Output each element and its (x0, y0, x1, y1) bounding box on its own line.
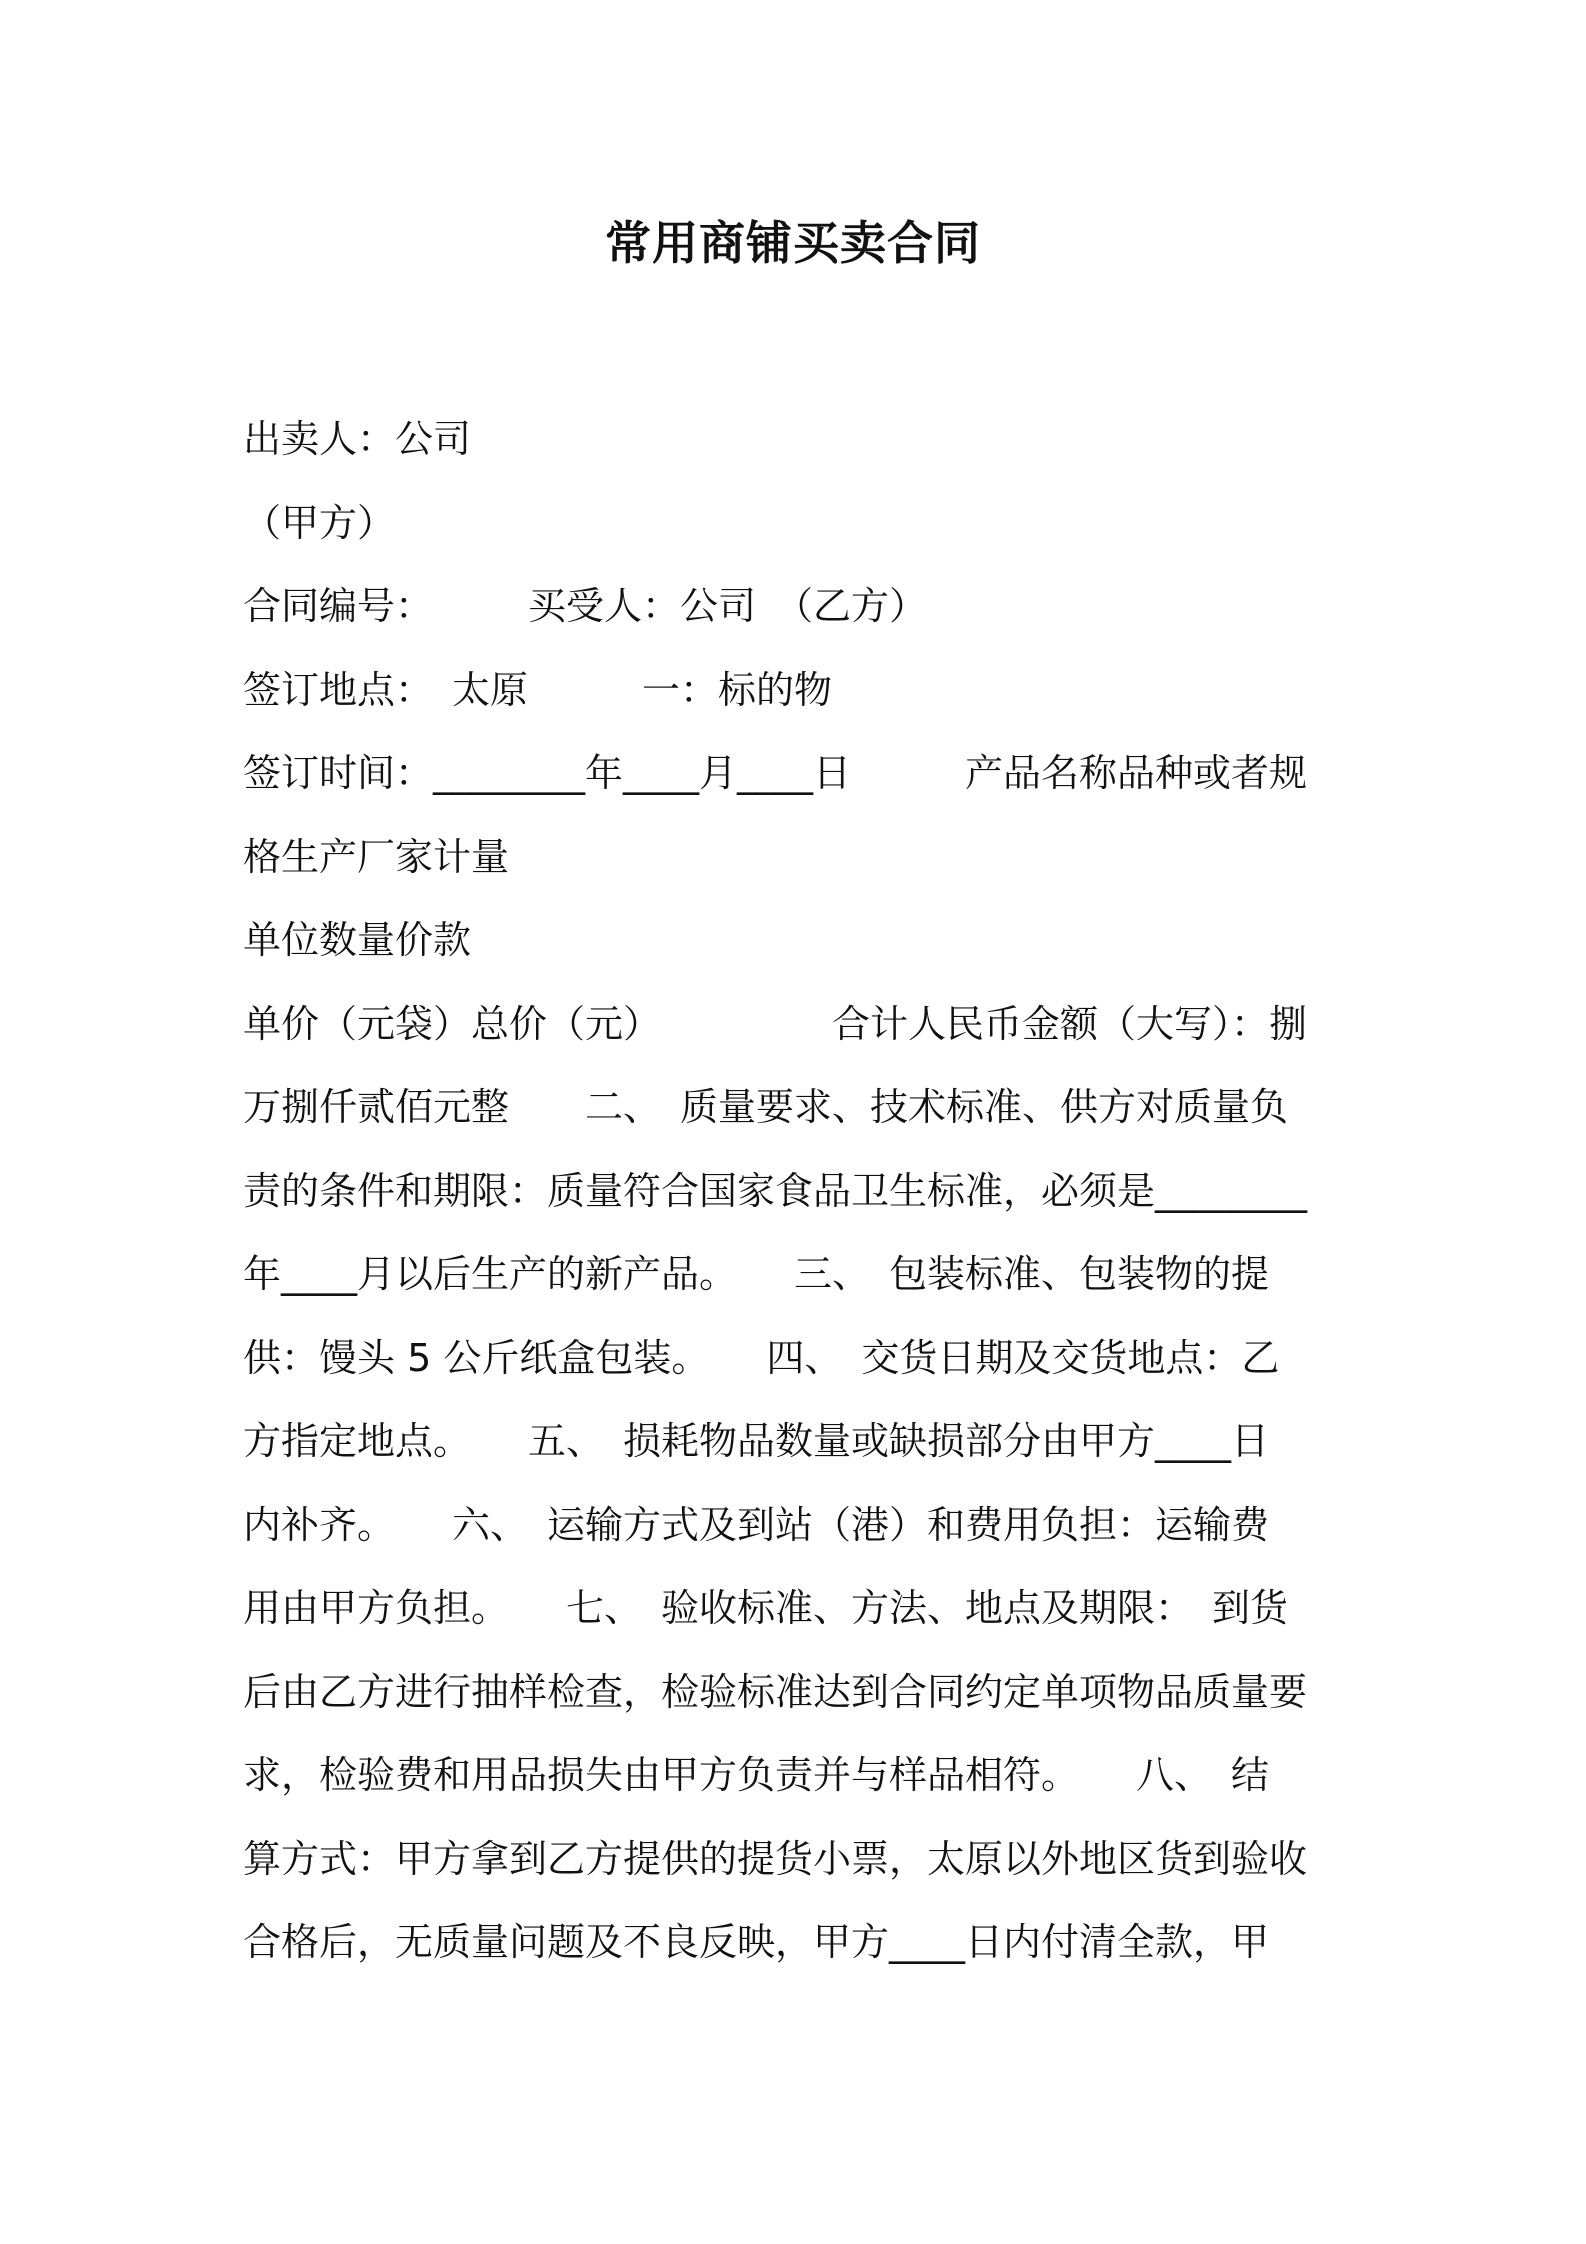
party-a-line: （甲方） (243, 501, 396, 545)
body-line: 责的条件和期限：质量符合国家食品卫生标准，必须是________ (243, 1169, 1308, 1213)
body-line: 求，检验费和用品损失由甲方负责并与样品相符。 八、 结 (243, 1753, 1270, 1797)
signing-place-line: 签订地点： 太原 一：标的物 (243, 668, 833, 712)
body-line: 单价（元袋）总价（元） 合计人民币金额（大写）：捌 (243, 1002, 1308, 1046)
body-line: 用由甲方负担。 七、 验收标准、方法、地点及期限： 到货 (243, 1586, 1289, 1630)
document-title: 常用商铺买卖合同 (605, 216, 981, 270)
body-line: 合格后，无质量问题及不良反映，甲方____日内付清全款，甲 (243, 1920, 1270, 1964)
body-line: 后由乙方进行抽样检查，检验标准达到合同约定单项物品质量要 (243, 1670, 1308, 1714)
signing-time-line: 签订时间：________年____月____日 产品名称品种或者规 (243, 751, 1308, 795)
seller-line: 出卖人：公司 (243, 417, 472, 461)
body-line: 供：馒头 5 公斤纸盒包装。 四、 交货日期及交货地点：乙 (243, 1336, 1280, 1380)
body-line: 格生产厂家计量 (243, 835, 510, 879)
body-line: 算方式：甲方拿到乙方提供的提货小票，太原以外地区货到验收 (243, 1837, 1308, 1881)
body-line: 单位数量价款 (243, 918, 472, 962)
contract-number-line: 合同编号： 买受人：公司 （乙方） (243, 584, 928, 628)
body-line: 年____月以后生产的新产品。 三、 包装标准、包装物的提 (243, 1252, 1270, 1296)
body-line: 内补齐。 六、 运输方式及到站（港）和费用负担：运输费 (243, 1503, 1270, 1547)
body-line: 方指定地点。 五、 损耗物品数量或缺损部分由甲方____日 (243, 1419, 1270, 1463)
body-line: 万捌仟贰佰元整 二、 质量要求、技术标准、供方对质量负 (243, 1085, 1289, 1129)
